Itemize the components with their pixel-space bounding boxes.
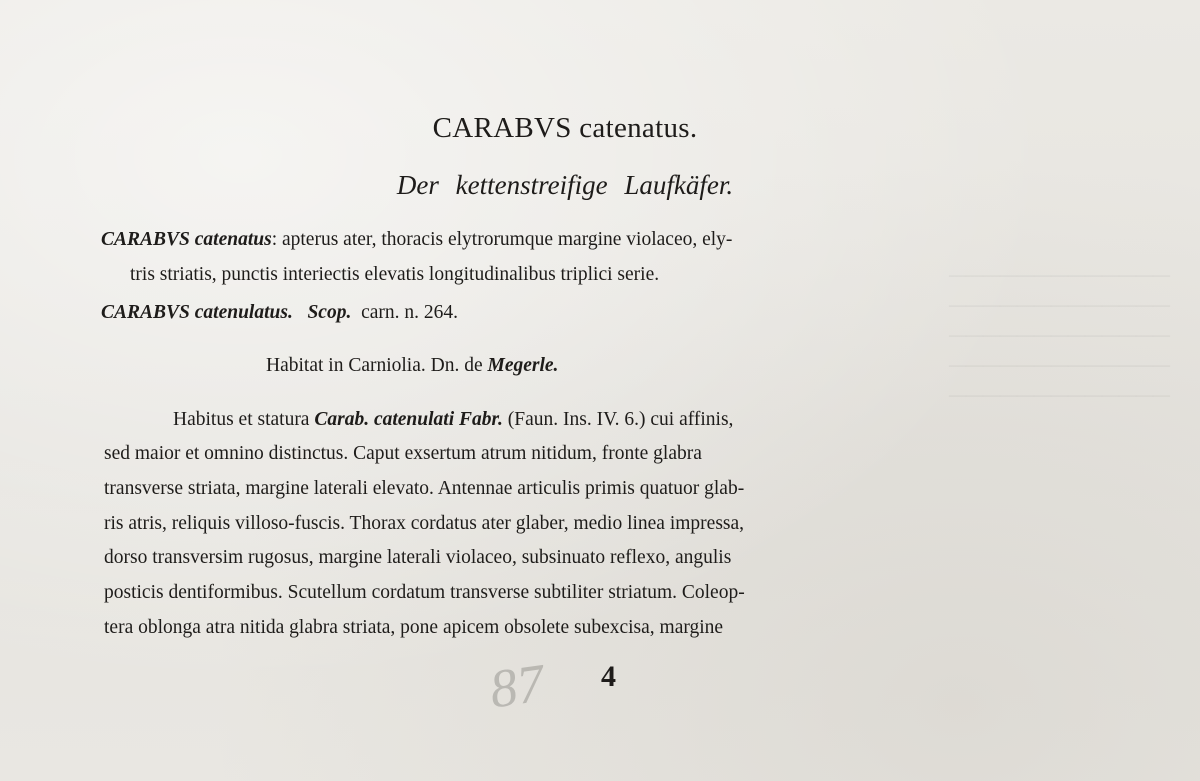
page-subtitle: Der kettenstreifige Laufkäfer. (396, 170, 734, 200)
desc-reference: Carab. catenulati Fabr. (314, 409, 503, 430)
synonym-line-2 (130, 264, 659, 286)
bleed-through-text: ————————————— ————————————— ————————————— ————————————— ————————————— (949, 265, 1170, 404)
synonym-name: CARABVS catenatus (101, 229, 272, 250)
description-line-4: ris atris, reliquis villoso-fuscis. Thorax cordatus ater glaber, medio linea impressa, (104, 513, 745, 534)
page-number: 4 (601, 660, 616, 693)
synonym-reference: carn. n. 264. (361, 302, 459, 323)
pencil-annotation: 87 (486, 652, 548, 720)
description-line-6: posticis dentiformibus. Scutellum cordatum transverse subtiliter striatum. Coleop- (104, 582, 745, 603)
synonym-line-3 (101, 302, 458, 324)
description-line-1 (173, 409, 733, 431)
synonym-text: : apterus ater, thoracis elytrorumque margine violaceo, ely- (271, 229, 733, 250)
synonym-line-1 (101, 229, 732, 251)
synonym-text-cont: tris striatis, punctis interiectis elevatis longitudinalibus triplici serie. (130, 264, 660, 285)
synonym-name-2: CARABVS catenulatus. (101, 302, 293, 323)
habitat-collector: Megerle. (487, 355, 559, 376)
desc-text-cont: (Faun. Ins. IV. 6.) cui affinis, (502, 409, 734, 430)
description-line-7: tera oblonga atra nitida glabra striata, pone apicem obsolete subexcisa, margine (104, 617, 724, 638)
habitat-line (266, 355, 558, 377)
page-title: CARABVS catenatus. (432, 112, 698, 144)
habitat-text: Habitat in Carniolia. Dn. de (266, 355, 488, 376)
description-line-3: transverse striata, margine laterali elevato. Antennae articulis primis quatuor glab- (104, 478, 745, 499)
synonym-author: Scop. (307, 302, 352, 323)
description-line-2: sed maior et omnino distinctus. Caput exsertum atrum nitidum, fronte glabra (104, 443, 702, 464)
desc-text: Habitus et statura (173, 409, 315, 430)
description-line-5: dorso transversim rugosus, margine laterali violaceo, subsinuato reflexo, angulis (104, 547, 732, 568)
